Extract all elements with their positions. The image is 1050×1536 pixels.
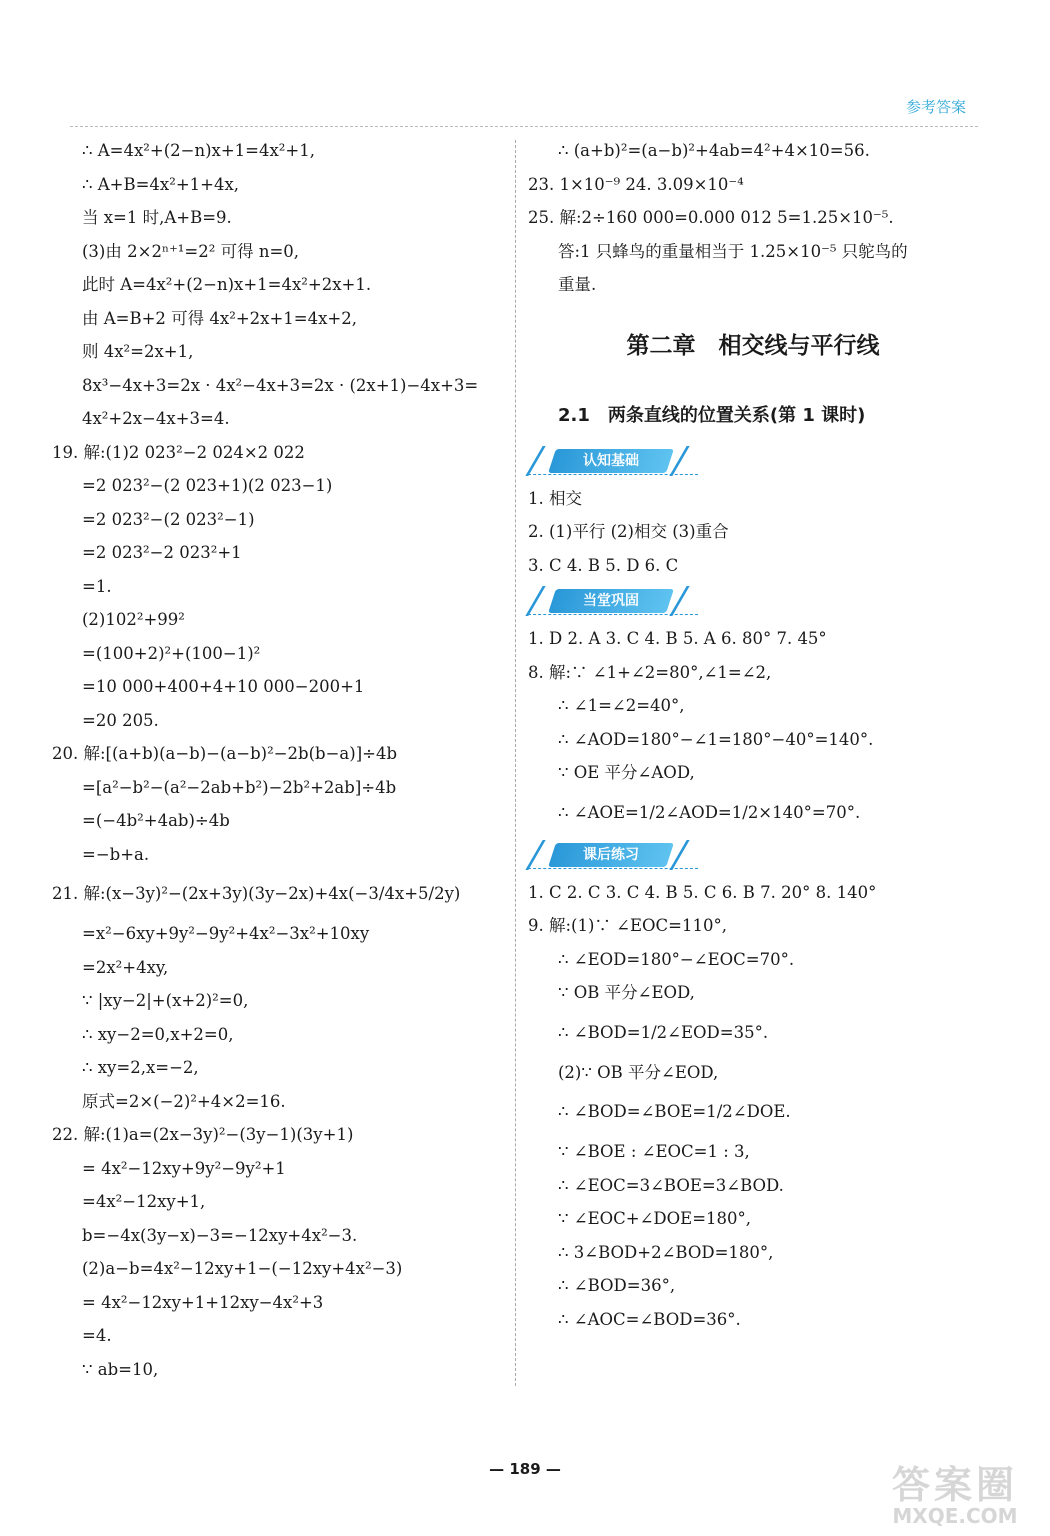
- answer-line: (2)∵ OB 平分∠EOD,: [558, 1062, 719, 1082]
- watermark-text: 答案圈: [891, 1463, 1018, 1507]
- question-22: 22. 解:(1)a=(2x−3y)²−(3y−1)(3y+1): [52, 1125, 354, 1144]
- answer-line: =2 023²−(2 023+1)(2 023−1): [82, 476, 333, 495]
- answer-line: =−b+a.: [82, 844, 150, 864]
- answer-line: 1. C 2. C 3. C 4. B 5. C 6. B 7. 20° 8. 140°: [528, 882, 877, 902]
- banner-rule: [528, 868, 698, 869]
- answer-line: b=−4x(3y−x)−3=−12xy+4x²−3.: [82, 1225, 358, 1245]
- answer-line: =x²−6xy+9y²−9y²+4x²−3x²+10xy: [82, 924, 370, 943]
- answer-line: = 4x²−12xy+1+12xy−4x²+3: [82, 1292, 324, 1312]
- answer-line: ∵ ab=10,: [82, 1359, 159, 1379]
- answer-line: ∵ OB 平分∠EOD,: [558, 983, 695, 1002]
- answer-line: (2)102²+99²: [82, 610, 185, 629]
- answer-line: =10 000+400+4+10 000−200+1: [82, 677, 365, 696]
- question-19: 19. 解:(1)2 023²−2 024×2 022: [52, 442, 305, 462]
- answer-line: ∵ OE 平分∠AOD,: [558, 763, 695, 782]
- answer-line: ∴ A=4x²+(2−n)x+1=4x²+1,: [82, 141, 315, 160]
- answer-line: =2 023²−2 023²+1: [82, 543, 242, 562]
- left-column: [52, 134, 502, 1386]
- answer-line: =4.: [82, 1326, 112, 1345]
- answer-line: 由 A=B+2 可得 4x²+2x+1=4x+2,: [82, 308, 357, 328]
- question-25: 25. 解:2÷160 000=0.000 012 5=1.25×10⁻⁵.: [528, 208, 894, 227]
- section-banner-classwork: [528, 582, 978, 622]
- answer-line: 原式=2×(−2)²+4×2=16.: [82, 1091, 286, 1111]
- answer-line: ∴ ∠EOC=3∠BOE=3∠BOD.: [558, 1175, 784, 1195]
- header-divider: [70, 126, 978, 127]
- answer-line: ∴ xy=2,x=−2,: [82, 1058, 199, 1077]
- banner-rule: [528, 614, 698, 615]
- banner-rule: [528, 474, 698, 475]
- answer-line: ∴ ∠AOD=180°−∠1=180°−40°=140°.: [558, 729, 874, 749]
- section-banner-basics: [528, 442, 978, 482]
- answer-line: 4x²+2x−4x+3=4.: [82, 409, 230, 428]
- question-9: 9. 解:(1)∵ ∠EOC=110°,: [528, 916, 727, 935]
- answer-line: =4x²−12xy+1,: [82, 1192, 206, 1211]
- answer-line: ∴ 3∠BOD+2∠BOD=180°,: [558, 1242, 774, 1262]
- answer-line: 1. 相交: [528, 488, 582, 508]
- answer-line: ∴ ∠BOD=1/2∠EOD=35°.: [558, 1022, 769, 1042]
- chapter-title: 第二章 相交线与平行线: [626, 332, 880, 359]
- answer-line: 1. D 2. A 3. C 4. B 5. A 6. 80° 7. 45°: [528, 629, 827, 648]
- answer-line: 2. (1)平行 (2)相交 (3)重合: [528, 522, 729, 541]
- right-column: [528, 134, 978, 1336]
- answer-line: ∵ ∠BOE : ∠EOC=1 : 3,: [558, 1142, 750, 1161]
- answer-line: =(100+2)²+(100−1)²: [82, 643, 261, 663]
- page-number: — 189 —: [489, 1460, 561, 1478]
- slash-decoration-icon: [669, 840, 697, 870]
- answer-line: ∴ ∠BOD=∠BOE=1/2∠DOE.: [558, 1102, 791, 1121]
- answer-line: 8x³−4x+3=2x · 4x²−4x+3=2x · (2x+1)−4x+3=: [82, 375, 479, 395]
- answer-line: =(−4b²+4ab)÷4b: [82, 811, 230, 830]
- question-8: 8. 解:∵ ∠1+∠2=80°,∠1=∠2,: [528, 662, 772, 682]
- slash-decoration-icon: [669, 586, 697, 616]
- answer-line: ∴ ∠1=∠2=40°,: [558, 696, 685, 715]
- watermark-domain: MXQE.COM: [892, 1504, 1018, 1528]
- answer-line: ∵ ∠EOC+∠DOE=180°,: [558, 1209, 752, 1228]
- question-23-24: 23. 1×10⁻⁹ 24. 3.09×10⁻⁴: [528, 174, 744, 194]
- answer-line: ∴ ∠EOD=180°−∠EOC=70°.: [558, 949, 795, 969]
- slash-decoration-icon: [669, 446, 697, 476]
- answer-line: (3)由 2×2ⁿ⁺¹=2² 可得 n=0,: [82, 241, 300, 261]
- answer-line: ∵ |xy−2|+(x+2)²=0,: [82, 991, 249, 1010]
- answer-line: ∴ ∠AOE=1/2∠AOD=1/2×140°=70°.: [558, 802, 861, 822]
- question-21: 21. 解:(x−3y)²−(2x+3y)(3y−2x)+4x(−3/4x+5/2y): [52, 884, 461, 903]
- answer-line: =20 205.: [82, 710, 159, 730]
- answer-line: ∴ xy−2=0,x+2=0,: [82, 1024, 234, 1044]
- answer-line: 答:1 只蜂鸟的重量相当于 1.25×10⁻⁵ 只鸵鸟的: [558, 241, 908, 261]
- answer-line: =1.: [82, 576, 112, 596]
- answer-line: ∴ ∠BOD=36°,: [558, 1276, 676, 1295]
- answer-line: 当 x=1 时,A+B=9.: [82, 208, 232, 227]
- answer-line: =2 023²−(2 023²−1): [82, 509, 255, 529]
- answer-line: = 4x²−12xy+9y²−9y²+1: [82, 1158, 286, 1178]
- banner-label: 认知基础: [583, 452, 639, 469]
- banner-label: 课后练习: [583, 846, 639, 863]
- answer-line: 重量.: [558, 275, 597, 294]
- answer-line: =[a²−b²−(a²−2ab+b²)−2b²+2ab]÷4b: [82, 777, 397, 797]
- answer-line: 3. C 4. B 5. D 6. C: [528, 555, 679, 575]
- column-divider: [515, 140, 516, 1386]
- answer-line: =2x²+4xy,: [82, 957, 169, 977]
- answer-line: 此时 A=4x²+(2−n)x+1=4x²+2x+1.: [82, 275, 372, 294]
- answer-line: ∴ A+B=4x²+1+4x,: [82, 174, 240, 194]
- section-title: 2.1 两条直线的位置关系(第 1 课时): [558, 404, 866, 426]
- answer-line: 则 4x²=2x+1,: [82, 342, 194, 361]
- watermark-logo: [870, 1465, 1040, 1531]
- answer-line: (2)a−b=4x²−12xy+1−(−12xy+4x²−3): [82, 1259, 403, 1278]
- header-label: 参考答案: [905, 98, 966, 116]
- answer-line: ∴ (a+b)²=(a−b)²+4ab=4²+4×10=56.: [558, 141, 870, 160]
- section-banner-homework: [528, 836, 978, 876]
- answer-line: ∴ ∠AOC=∠BOD=36°.: [558, 1309, 741, 1329]
- question-20: 20. 解:[(a+b)(a−b)−(a−b)²−2b(b−a)]÷4b: [52, 744, 398, 763]
- banner-label: 当堂巩固: [583, 593, 639, 609]
